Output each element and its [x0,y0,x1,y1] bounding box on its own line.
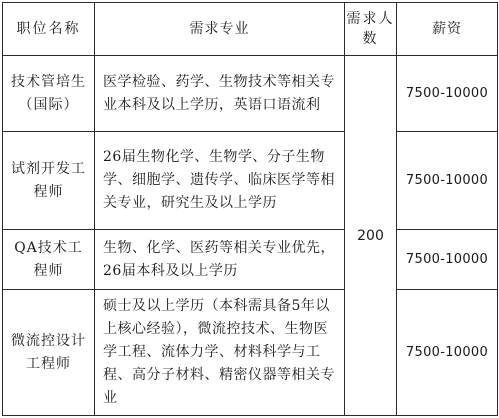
cell-salary: 7500-10000 [397,56,498,132]
cell-requirement: 生物、化学、医药等相关专业优先，26届本科及以上学历 [95,230,345,290]
cell-requirement: 硕士及以上学历（本科需具备5年以上核心经验），微流控技术、生物医学工程、流体力学、材料科学与工程、高分子材料、精密仪器等相关专业 [95,290,345,416]
table-row [3,56,498,132]
cell-position: 微流控设计工程师 [3,290,95,416]
header-requirement: 需求专业 [95,3,345,56]
table-row [3,230,498,290]
job-requirements-table [2,2,498,416]
cell-salary: 7500-10000 [397,290,498,416]
header-position: 职位名称 [3,3,95,56]
table-row [3,132,498,230]
cell-salary: 7500-10000 [397,132,498,230]
cell-position: QA技术工程师 [3,230,95,290]
cell-position: 试剂开发工程师 [3,132,95,230]
table-header-row [3,3,498,56]
header-count: 需求人数 [345,3,397,56]
cell-position: 技术管培生（国际） [3,56,95,132]
table-row [3,290,498,416]
cell-requirement: 26届生物化学、生物学、分子生物学、细胞学、遗传学、临床医学等相关专业，研究生及以上学历 [95,132,345,230]
cell-total-count [345,56,397,416]
total-count-value: 200 [357,227,384,244]
cell-requirement: 医学检验、药学、生物技术等相关专业本科及以上学历，英语口语流利 [95,56,345,132]
cell-salary: 7500-10000 [397,230,498,290]
header-salary: 薪资 [397,3,498,56]
